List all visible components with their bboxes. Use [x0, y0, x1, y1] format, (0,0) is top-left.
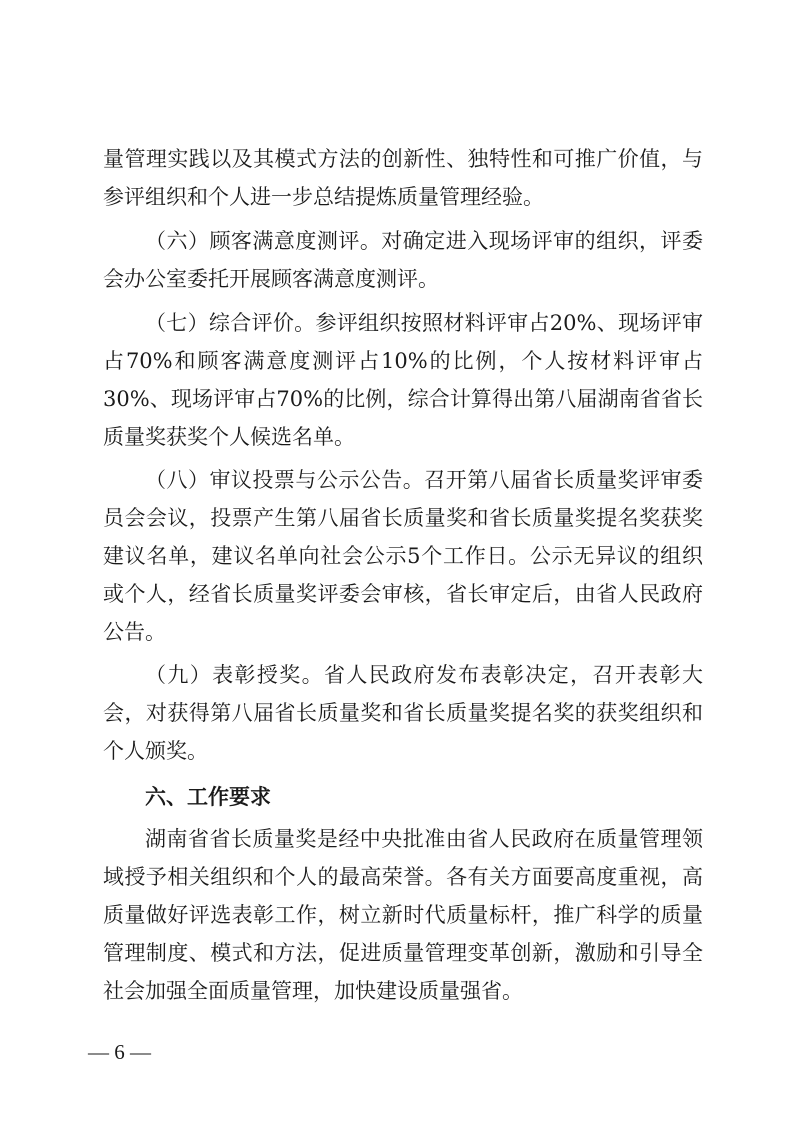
body-line: 质量奖获奖个人候选名单。: [103, 425, 355, 449]
body-line: 30%、现场评审占70%的比例，综合计算得出第八届湖南省省长: [103, 387, 703, 411]
body-line: 参评组织和个人进一步总结提炼质量管理经验。: [103, 185, 544, 209]
body-line: 湖南省省长质量奖是经中央批准由省人民政府在质量管理领: [145, 827, 703, 851]
body-line: 会，对获得第八届省长质量奖和省长质量奖提名奖的获奖组织和: [103, 701, 703, 725]
section-lead: （九）表彰授奖: [145, 663, 302, 687]
body-line: 占70%和顾客满意度测评占10%的比例，个人按材料评审占: [103, 349, 703, 373]
section-line: [145, 226, 703, 256]
body-line: 公告。: [103, 620, 166, 644]
section-text: 。参评组织按照材料评审占20%、现场评审: [294, 311, 703, 335]
body-line: 建议名单，建议名单向社会公示5个工作日。公示无异议的组织: [103, 544, 703, 568]
body-line: 员会会议，投票产生第八届省长质量奖和省长质量奖提名奖获奖: [103, 506, 703, 530]
section-text: 。省人民政府发布表彰决定，召开表彰大: [301, 663, 703, 687]
body-line: 量管理实践以及其模式方法的创新性、独特性和可推广价值，与: [103, 147, 703, 171]
section-text: 。对确定进入现场评审的组织，评委: [359, 229, 704, 253]
section-line: [145, 660, 703, 690]
section-text: 。召开第八届省长质量奖评审委: [402, 468, 704, 492]
section-lead: （六）顾客满意度测评: [145, 229, 360, 253]
body-line: 质量做好评选表彰工作，树立新时代质量标杆，推广科学的质量: [103, 903, 703, 927]
body-line: 管理制度、模式和方法，促进质量管理变革创新，激励和引导全: [103, 941, 703, 965]
section-heading: 六、工作要求: [145, 785, 271, 809]
section-line: [145, 308, 703, 338]
section-lead: （七）综合评价: [145, 311, 295, 335]
body-line: 个人颁奖。: [103, 739, 208, 763]
body-line: 域授予相关组织和个人的最高荣誉。各有关方面要高度重视，高: [103, 865, 703, 889]
section-lead: （八）审议投票与公示公告: [145, 468, 403, 492]
body-line: 会办公室委托开展顾客满意度测评。: [103, 267, 439, 291]
page-number: — 6 —: [88, 1040, 151, 1064]
body-line: 社会加强全面质量管理，加快建设质量强省。: [103, 979, 523, 1003]
body-line: 或个人，经省长质量奖评委会审核，省长审定后，由省人民政府: [103, 582, 703, 606]
section-line: [145, 465, 703, 495]
